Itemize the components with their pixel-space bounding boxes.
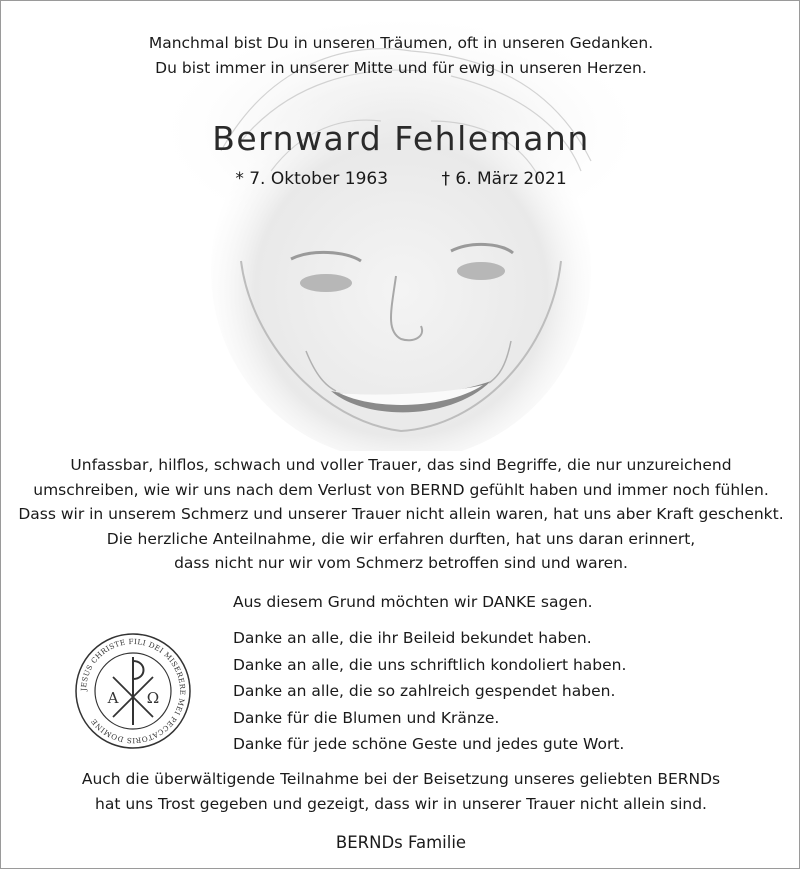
closing-line-1: Auch die überwältigende Teilnahme bei der Beisetzung unseres geliebten BERNDs [81,770,721,788]
thanks-list [233,625,626,758]
signature: BERNDs Familie [335,833,467,852]
thanks-item: Danke für die Blumen und Kränze. [233,708,500,727]
thanks-item: Danke an alle, die so zahlreich gespendet haben. [233,682,616,700]
thanks-item: Danke für jede schöne Geste und jedes gute Wort. [233,735,625,753]
deceased-name: Bernward Fehlemann [212,119,590,158]
portrait-sketch [151,21,651,451]
body-line: Die herzliche Anteilnahme, die wir erfahren durften, hat uns daran erinnert, [106,529,696,548]
death-date: † 6. März 2021 [441,169,567,189]
thanks-intro: Aus diesem Grund möchten wir DANKE sagen. [233,593,593,611]
omega-glyph: Ω [146,689,160,707]
body-line: Dass wir in unserem Schmerz und unserer Trauer nicht allein waren, hat uns aber Kraft geschenkt. [18,505,784,523]
motto-line-2: Du bist immer in unserer Mitte und für ewig in unseren Herzen. [155,59,647,77]
condolence-text [1,453,800,576]
chi-rho-seal [73,631,193,751]
closing-text [1,767,800,817]
motto [1,31,800,81]
body-line: Unfassbar, hilflos, schwach und voller Trauer, das sind Begriffe, die nur unzureichend [70,456,732,474]
thanks-item: Danke an alle, die ihr Beileid bekundet haben. [233,629,592,647]
closing-line-2: hat uns Trost gegeben und gezeigt, dass wir in unserer Trauer nicht allein sind. [95,795,707,813]
body-line: umschreiben, wie wir uns nach dem Verlust von BERND gefühlt haben und immer noch fühlen. [33,480,769,499]
motto-line-1: Manchmal bist Du in unseren Träumen, oft in unseren Gedanken. [148,34,654,52]
life-dates [1,169,800,189]
birth-date: * 7. Oktober 1963 [235,169,389,189]
alpha-glyph: A [107,689,119,707]
seal-inscription: JESUS CHRISTE FILI DEI MISERERE MEI PECCATORIS DOMINE [78,636,188,746]
body-line: dass nicht nur wir vom Schmerz betroffen sind und waren. [174,554,628,572]
thanks-item: Danke an alle, die uns schriftlich kondoliert haben. [233,655,627,674]
